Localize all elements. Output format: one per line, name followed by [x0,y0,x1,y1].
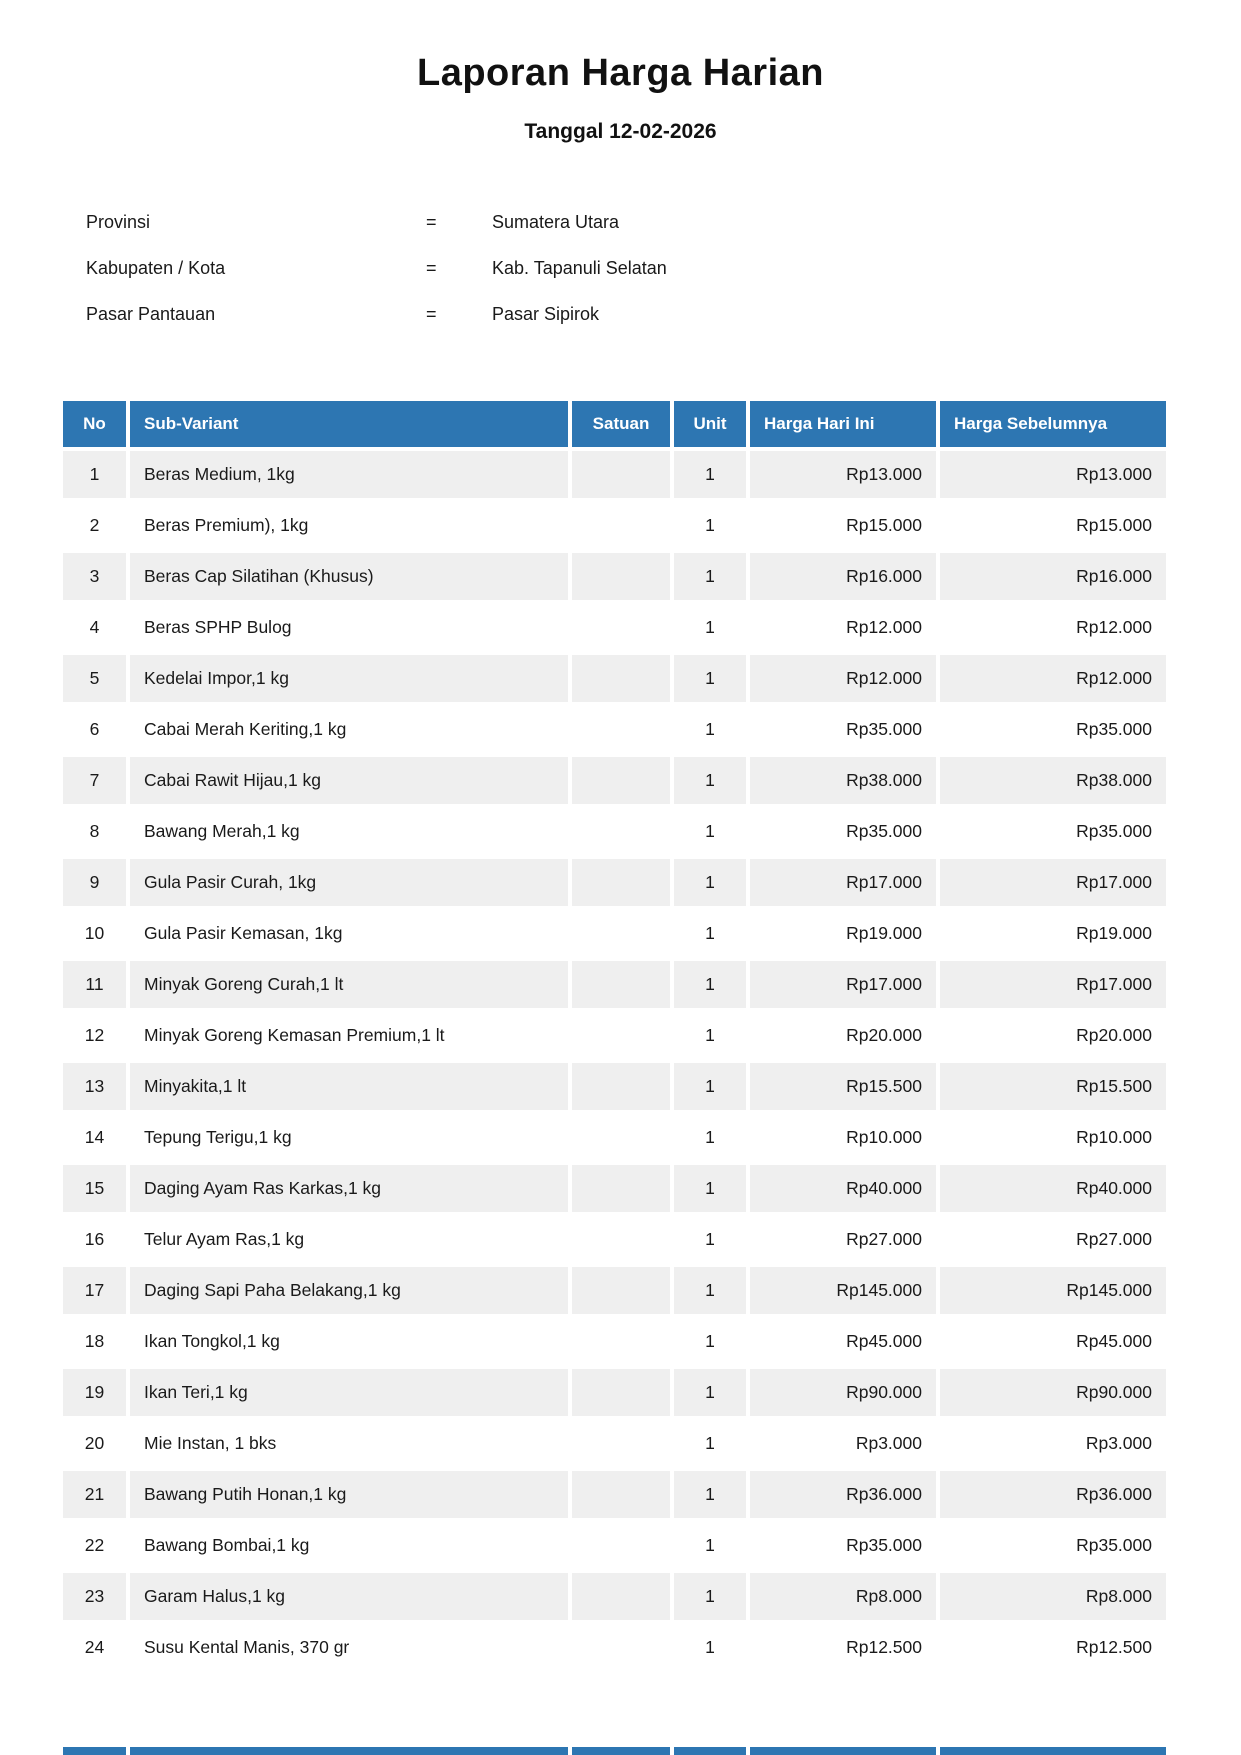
cell-harga-hari-ini: Rp19.000 [750,910,936,957]
cell-harga-sebelumnya: Rp12.500 [940,1624,1166,1671]
cell-no: 2 [63,502,126,549]
page-title: Laporan Harga Harian [417,52,824,94]
table-row [63,1624,1166,1671]
cell-satuan [572,859,670,906]
table-row [63,1573,1166,1620]
cell-satuan [572,910,670,957]
cell-unit: 1 [674,1573,746,1620]
cell-harga-hari-ini: Rp17.000 [750,961,936,1008]
table-row [63,1420,1166,1467]
cutoff-header-cell [572,1747,670,1755]
table-row [63,553,1166,600]
cell-unit: 1 [674,808,746,855]
cell-sub-variant: Ikan Teri,1 kg [130,1369,568,1416]
cell-unit: 1 [674,910,746,957]
cell-satuan [572,1114,670,1161]
cell-satuan [572,1624,670,1671]
cell-sub-variant: Kedelai Impor,1 kg [130,655,568,702]
cell-satuan [572,451,670,498]
cell-harga-sebelumnya: Rp90.000 [940,1369,1166,1416]
provinsi-value: Sumatera Utara [492,212,620,232]
cell-sub-variant: Telur Ayam Ras,1 kg [130,1216,568,1263]
cell-harga-hari-ini: Rp35.000 [750,1522,936,1569]
cell-unit: 1 [674,1420,746,1467]
cell-no: 10 [63,910,126,957]
cell-harga-sebelumnya: Rp3.000 [940,1420,1166,1467]
cell-satuan [572,1420,670,1467]
cutoff-header-cell [130,1747,568,1755]
cell-unit: 1 [674,1471,746,1518]
cell-unit: 1 [674,1369,746,1416]
cell-unit: 1 [674,757,746,804]
cell-harga-sebelumnya: Rp15.500 [940,1063,1166,1110]
table-row [63,1165,1166,1212]
cell-sub-variant: Cabai Rawit Hijau,1 kg [130,757,568,804]
cell-no: 8 [63,808,126,855]
equals-sign: = [426,212,437,232]
table-row [63,655,1166,702]
cell-unit: 1 [674,1318,746,1365]
table-row [63,1216,1166,1263]
cell-harga-hari-ini: Rp35.000 [750,808,936,855]
cell-no: 19 [63,1369,126,1416]
cell-harga-sebelumnya: Rp17.000 [940,859,1166,906]
cell-harga-hari-ini: Rp15.000 [750,502,936,549]
cell-sub-variant: Garam Halus,1 kg [130,1573,568,1620]
cell-harga-sebelumnya: Rp15.000 [940,502,1166,549]
cell-no: 1 [63,451,126,498]
cell-unit: 1 [674,1114,746,1161]
cell-no: 23 [63,1573,126,1620]
price-table-body [63,451,1166,1671]
cell-unit: 1 [674,1063,746,1110]
cell-no: 7 [63,757,126,804]
cell-no: 16 [63,1216,126,1263]
column-header-unit: Unit [674,401,746,447]
cell-harga-sebelumnya: Rp35.000 [940,706,1166,753]
cell-satuan [572,1522,670,1569]
cell-unit: 1 [674,1216,746,1263]
cell-satuan [572,757,670,804]
cell-no: 15 [63,1165,126,1212]
cell-no: 14 [63,1114,126,1161]
cell-unit: 1 [674,1267,746,1314]
cell-sub-variant: Minyakita,1 lt [130,1063,568,1110]
cutoff-header-cell [940,1747,1166,1755]
cell-harga-sebelumnya: Rp35.000 [940,808,1166,855]
cell-no: 11 [63,961,126,1008]
table-row [63,859,1166,906]
cutoff-header-cell [63,1747,126,1755]
table-row [63,604,1166,651]
table-row [63,1369,1166,1416]
cell-satuan [572,961,670,1008]
cell-satuan [572,706,670,753]
cell-harga-hari-ini: Rp12.000 [750,655,936,702]
table-row [63,808,1166,855]
cell-satuan [572,1012,670,1059]
cell-satuan [572,502,670,549]
cell-harga-hari-ini: Rp40.000 [750,1165,936,1212]
equals-sign: = [426,258,437,278]
cell-sub-variant: Bawang Putih Honan,1 kg [130,1471,568,1518]
cell-unit: 1 [674,961,746,1008]
table-row [63,706,1166,753]
cell-no: 20 [63,1420,126,1467]
pasar-label: Pasar Pantauan [86,304,216,324]
cell-harga-sebelumnya: Rp38.000 [940,757,1166,804]
cell-satuan [572,655,670,702]
cell-unit: 1 [674,859,746,906]
cell-harga-hari-ini: Rp20.000 [750,1012,936,1059]
cell-harga-sebelumnya: Rp16.000 [940,553,1166,600]
cell-harga-hari-ini: Rp38.000 [750,757,936,804]
cell-unit: 1 [674,1624,746,1671]
cell-satuan [572,1165,670,1212]
table-row [63,451,1166,498]
cell-satuan [572,604,670,651]
cell-no: 24 [63,1624,126,1671]
cell-harga-sebelumnya: Rp145.000 [940,1267,1166,1314]
cell-sub-variant: Gula Pasir Kemasan, 1kg [130,910,568,957]
cell-harga-sebelumnya: Rp40.000 [940,1165,1166,1212]
cell-sub-variant: Gula Pasir Curah, 1kg [130,859,568,906]
cell-harga-sebelumnya: Rp45.000 [940,1318,1166,1365]
table-row [63,910,1166,957]
cell-harga-sebelumnya: Rp12.000 [940,655,1166,702]
cell-satuan [572,1369,670,1416]
cell-unit: 1 [674,553,746,600]
cell-harga-hari-ini: Rp8.000 [750,1573,936,1620]
cell-harga-sebelumnya: Rp8.000 [940,1573,1166,1620]
cell-harga-hari-ini: Rp36.000 [750,1471,936,1518]
cell-sub-variant: Beras SPHP Bulog [130,604,568,651]
cell-sub-variant: Tepung Terigu,1 kg [130,1114,568,1161]
cell-harga-hari-ini: Rp35.000 [750,706,936,753]
cell-harga-sebelumnya: Rp12.000 [940,604,1166,651]
kabupaten-label: Kabupaten / Kota [86,258,226,278]
cell-harga-hari-ini: Rp12.000 [750,604,936,651]
cutoff-header-cell [674,1747,746,1755]
column-header-harga-sebelumnya: Harga Sebelumnya [940,401,1166,447]
table-row [63,1522,1166,1569]
cell-harga-sebelumnya: Rp19.000 [940,910,1166,957]
column-header-harga-hari-ini: Harga Hari Ini [750,401,936,447]
report-date: Tanggal 12-02-2026 [524,120,717,143]
cell-satuan [572,1573,670,1620]
cell-no: 22 [63,1522,126,1569]
cell-unit: 1 [674,1522,746,1569]
cell-no: 9 [63,859,126,906]
cell-sub-variant: Ikan Tongkol,1 kg [130,1318,568,1365]
cell-unit: 1 [674,604,746,651]
cell-no: 6 [63,706,126,753]
cell-harga-hari-ini: Rp13.000 [750,451,936,498]
cell-harga-hari-ini: Rp90.000 [750,1369,936,1416]
cutoff-header-cell [750,1747,936,1755]
info-row-pasar [0,304,1241,328]
cell-satuan [572,1216,670,1263]
cell-harga-sebelumnya: Rp13.000 [940,451,1166,498]
cell-satuan [572,1318,670,1365]
column-header-satuan: Satuan [572,401,670,447]
cell-harga-sebelumnya: Rp35.000 [940,1522,1166,1569]
cell-sub-variant: Minyak Goreng Kemasan Premium,1 lt [130,1012,568,1059]
cell-no: 5 [63,655,126,702]
table-row [63,1012,1166,1059]
cell-sub-variant: Daging Ayam Ras Karkas,1 kg [130,1165,568,1212]
cell-no: 17 [63,1267,126,1314]
cell-unit: 1 [674,502,746,549]
cell-harga-sebelumnya: Rp17.000 [940,961,1166,1008]
cell-no: 12 [63,1012,126,1059]
kabupaten-value: Kab. Tapanuli Selatan [492,258,667,278]
table-row [63,1114,1166,1161]
price-table [59,397,1170,1675]
table-row [63,502,1166,549]
column-header-no: No [63,401,126,447]
cell-sub-variant: Minyak Goreng Curah,1 lt [130,961,568,1008]
provinsi-label: Provinsi [86,212,151,232]
cell-sub-variant: Cabai Merah Keriting,1 kg [130,706,568,753]
equals-sign: = [426,304,437,324]
cell-harga-hari-ini: Rp45.000 [750,1318,936,1365]
cell-harga-sebelumnya: Rp27.000 [940,1216,1166,1263]
table-row [63,961,1166,1008]
cell-unit: 1 [674,655,746,702]
table-row [63,757,1166,804]
cell-sub-variant: Bawang Bombai,1 kg [130,1522,568,1569]
cell-satuan [572,1471,670,1518]
cell-unit: 1 [674,706,746,753]
cell-sub-variant: Daging Sapi Paha Belakang,1 kg [130,1267,568,1314]
cell-harga-hari-ini: Rp3.000 [750,1420,936,1467]
cell-harga-hari-ini: Rp16.000 [750,553,936,600]
cell-harga-hari-ini: Rp10.000 [750,1114,936,1161]
table-row [63,1063,1166,1110]
cell-harga-hari-ini: Rp17.000 [750,859,936,906]
cell-sub-variant: Beras Medium, 1kg [130,451,568,498]
cell-harga-hari-ini: Rp145.000 [750,1267,936,1314]
table-row [63,1318,1166,1365]
pasar-value: Pasar Sipirok [492,304,600,324]
cell-harga-hari-ini: Rp27.000 [750,1216,936,1263]
cell-unit: 1 [674,451,746,498]
column-header-sub-variant: Sub-Variant [130,401,568,447]
next-table-header-cutoff [63,1747,1166,1755]
cell-no: 21 [63,1471,126,1518]
cell-sub-variant: Susu Kental Manis, 370 gr [130,1624,568,1671]
cell-satuan [572,553,670,600]
cell-sub-variant: Mie Instan, 1 bks [130,1420,568,1467]
cell-unit: 1 [674,1165,746,1212]
info-row-kabupaten [0,258,1241,282]
cell-satuan [572,1267,670,1314]
cell-no: 18 [63,1318,126,1365]
cell-harga-sebelumnya: Rp10.000 [940,1114,1166,1161]
table-row [63,1267,1166,1314]
info-row-provinsi [0,212,1241,236]
cell-sub-variant: Beras Cap Silatihan (Khusus) [130,553,568,600]
cell-satuan [572,808,670,855]
table-header-row [63,401,1166,447]
cell-no: 4 [63,604,126,651]
cell-sub-variant: Bawang Merah,1 kg [130,808,568,855]
cell-satuan [572,1063,670,1110]
cell-harga-hari-ini: Rp12.500 [750,1624,936,1671]
cell-harga-sebelumnya: Rp20.000 [940,1012,1166,1059]
cell-harga-sebelumnya: Rp36.000 [940,1471,1166,1518]
cell-no: 13 [63,1063,126,1110]
table-row [63,1471,1166,1518]
cell-unit: 1 [674,1012,746,1059]
cell-no: 3 [63,553,126,600]
cell-sub-variant: Beras Premium), 1kg [130,502,568,549]
cell-harga-hari-ini: Rp15.500 [750,1063,936,1110]
